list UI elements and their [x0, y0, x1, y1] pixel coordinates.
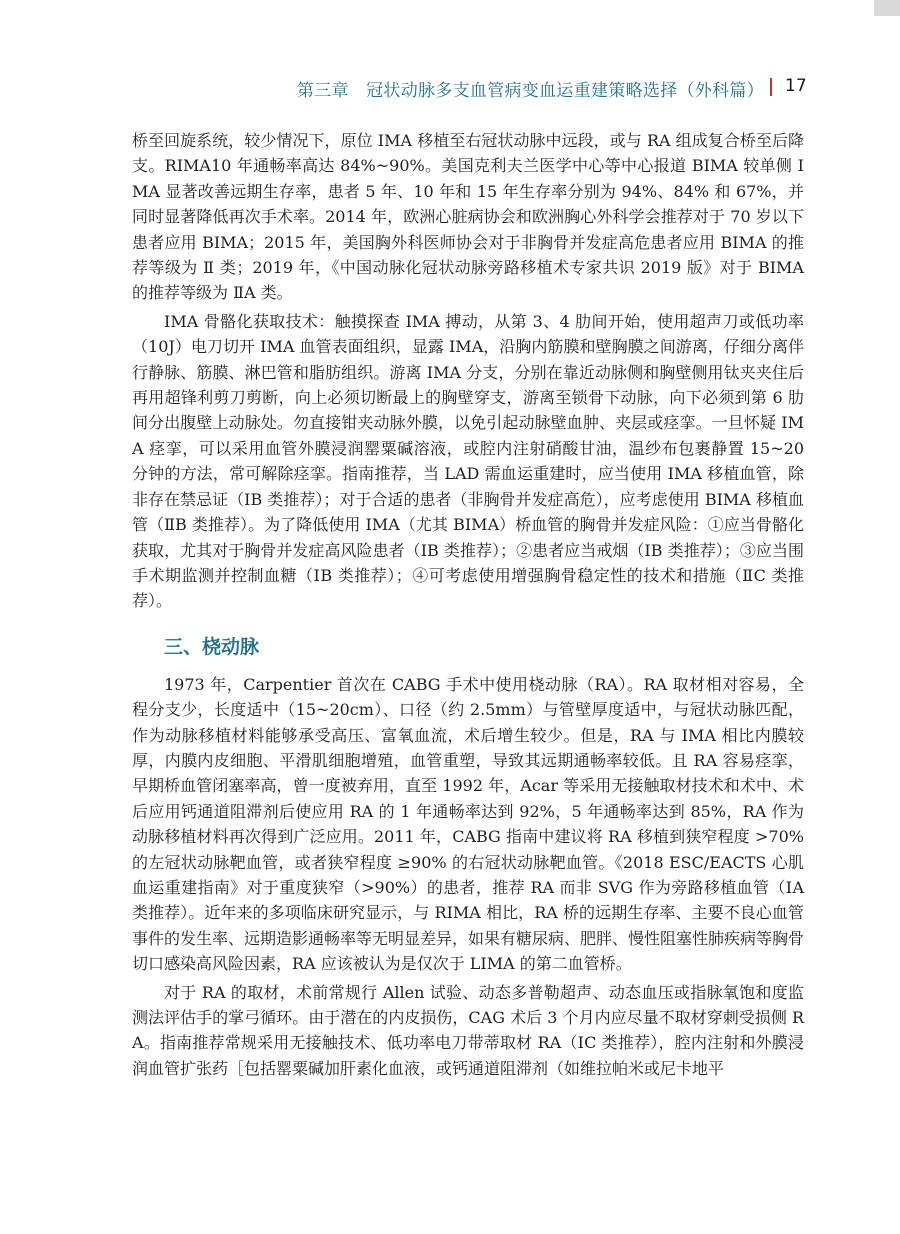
paragraph-radial-artery-harvest: 对于 RA 的取材，术前常规行 Allen 试验、动态多普勒超声、动态血压或指脉氧饱和度监测法评估手的掌弓循环。由于潜在的内皮损伤，CAG 术后 3 个月内应尽量不取材穿刺受损侧 RA。指南推荐常规采用无接触技术、低功率电刀带蒂取材 RA（ⅠC 类推荐），腔内注射和外膜浸润血管扩张药［包括罂粟碱加肝素化血液，或钙通道阻滞剂（如维拉帕米或尼卡地平 [132, 982, 804, 1078]
running-header [0, 76, 900, 101]
paragraph-ima-skeletonization: IMA 骨骼化获取技术：触摸探查 IMA 搏动，从第 3、4 肋间开始，使用超声刀或低功率（10J）电刀切开 IMA 血管表面组织，显露 IMA，沿胸内筋膜和壁胸膜之间游离，仔细分离伴行静脉、筋膜、淋巴管和脂肪组织。游离 IMA 分支，分别在靠近动脉侧和胸壁侧用钛夹夹住后再用超锋利剪刀剪断，向上必须切断最上的胸壁穿支，游离至锁骨下动脉，向下必须到第 6 肋间分出腹壁上动脉处。勿直接钳夹动脉外膜，以免引起动脉壁血肿、夹层或痉挛。一旦怀疑 IMA 痉挛，可以采用血管外膜浸润罂粟碱溶液，或腔内注射硝酸甘油，温纱布包裹静置 15~20 分钟的方法，常可解除痉挛。指南推荐，当 LAD 需血运重建时，应当使用 IMA 移植血管，除非存在禁忌证（ⅠB 类推荐）；对于合适的患者（非胸骨并发症高危），应考虑使用 BIMA 移植血管（ⅡB 类推荐）。为了降低使用 IMA（尤其 BIMA）桥血管的胸骨并发症风险：①应当骨骼化获取，尤其对于胸骨并发症高风险患者（ⅠB 类推荐）；②患者应当戒烟（ⅠB 类推荐）；③应当围手术期监测并控制血糖（ⅠB 类推荐）；④可考虑使用增强胸骨稳定性的技术和措施（ⅡC 类推荐）。 [132, 311, 804, 611]
section-heading-radial-artery: 三、桡动脉 [164, 635, 260, 658]
page-body [132, 128, 804, 1081]
header-divider [770, 78, 772, 96]
page-number: 17 [785, 76, 807, 96]
paragraph-radial-artery-history: 1973 年，Carpentier 首次在 CABG 手术中使用桡动脉（RA）。RA 取材相对容易，全程分支少，长度适中（15~20cm）、口径（约 2.5mm）与管壁厚度适中，与冠状动脉匹配，作为动脉移植材料能够承受高压、富氧血流，术后增生较少。但是，RA 与 IMA 相比内膜较厚，内膜内皮细胞、平滑肌细胞增殖，血管重塑，导致其远期通畅率较低。且 RA 容易痉挛，早期桥血管闭塞率高，曾一度被弃用，直至 1992 年，Acar 等采用无接触取材技术和术中、术后应用钙通道阻滞剂后使应用 RA 的 1 年通畅率达到 92%，5 年通畅率达到 85%，RA 作为动脉移植材料再次得到广泛应用。2011 年，CABG 指南中建议将 RA 移植到狭窄程度 >70% 的左冠状动脉靶血管，或者狭窄程度 ≥90% 的右冠状动脉靶血管。《2018 ESC/EACTS 心肌血运重建指南》对于重度狭窄（>90%）的患者，推荐 RA 而非 SVG 作为旁路移植血管（ⅠA 类推荐）。近年来的多项临床研究显示，与 RIMA 相比，RA 桥的远期生存率、主要不良心血管事件的发生率、远期造影通畅率等无明显差异，如果有糖尿病、肥胖、慢性阻塞性肺疾病等胸骨切口感染高风险因素，RA 应该被认为是仅次于 LIMA 的第二血管桥。 [132, 674, 805, 974]
chapter-title: 第三章 冠状动脉多支血管病变血运重建策略选择（外科篇） [296, 81, 764, 101]
paragraph-bima-continuation: 桥至回旋系统，较少情况下，原位 IMA 移植至右冠状动脉中远段，或与 RA 组成复合桥至后降支。RIMA10 年通畅率高达 84%~90%。美国克利夫兰医学中心等中心报道 BIMA 较单侧 IMA 显著改善远期生存率，患者 5 年、10 年和 15 年生存率分别为 94%、84% 和 67%，并同时显著降低再次手术率。2014 年，欧洲心脏病协会和欧洲胸心外科学会推荐对于 70 岁以下患者应用 BIMA；2015 年，美国胸外科医师协会对于非胸骨并发症高危患者应用 BIMA 的推荐等级为 Ⅱ 类；2019 年，《中国动脉化冠状动脉旁路移植术专家共识 2019 版》对于 BIMA 的推荐等级为 ⅡA 类。 [132, 131, 804, 303]
page-corner-mark [874, 0, 900, 16]
